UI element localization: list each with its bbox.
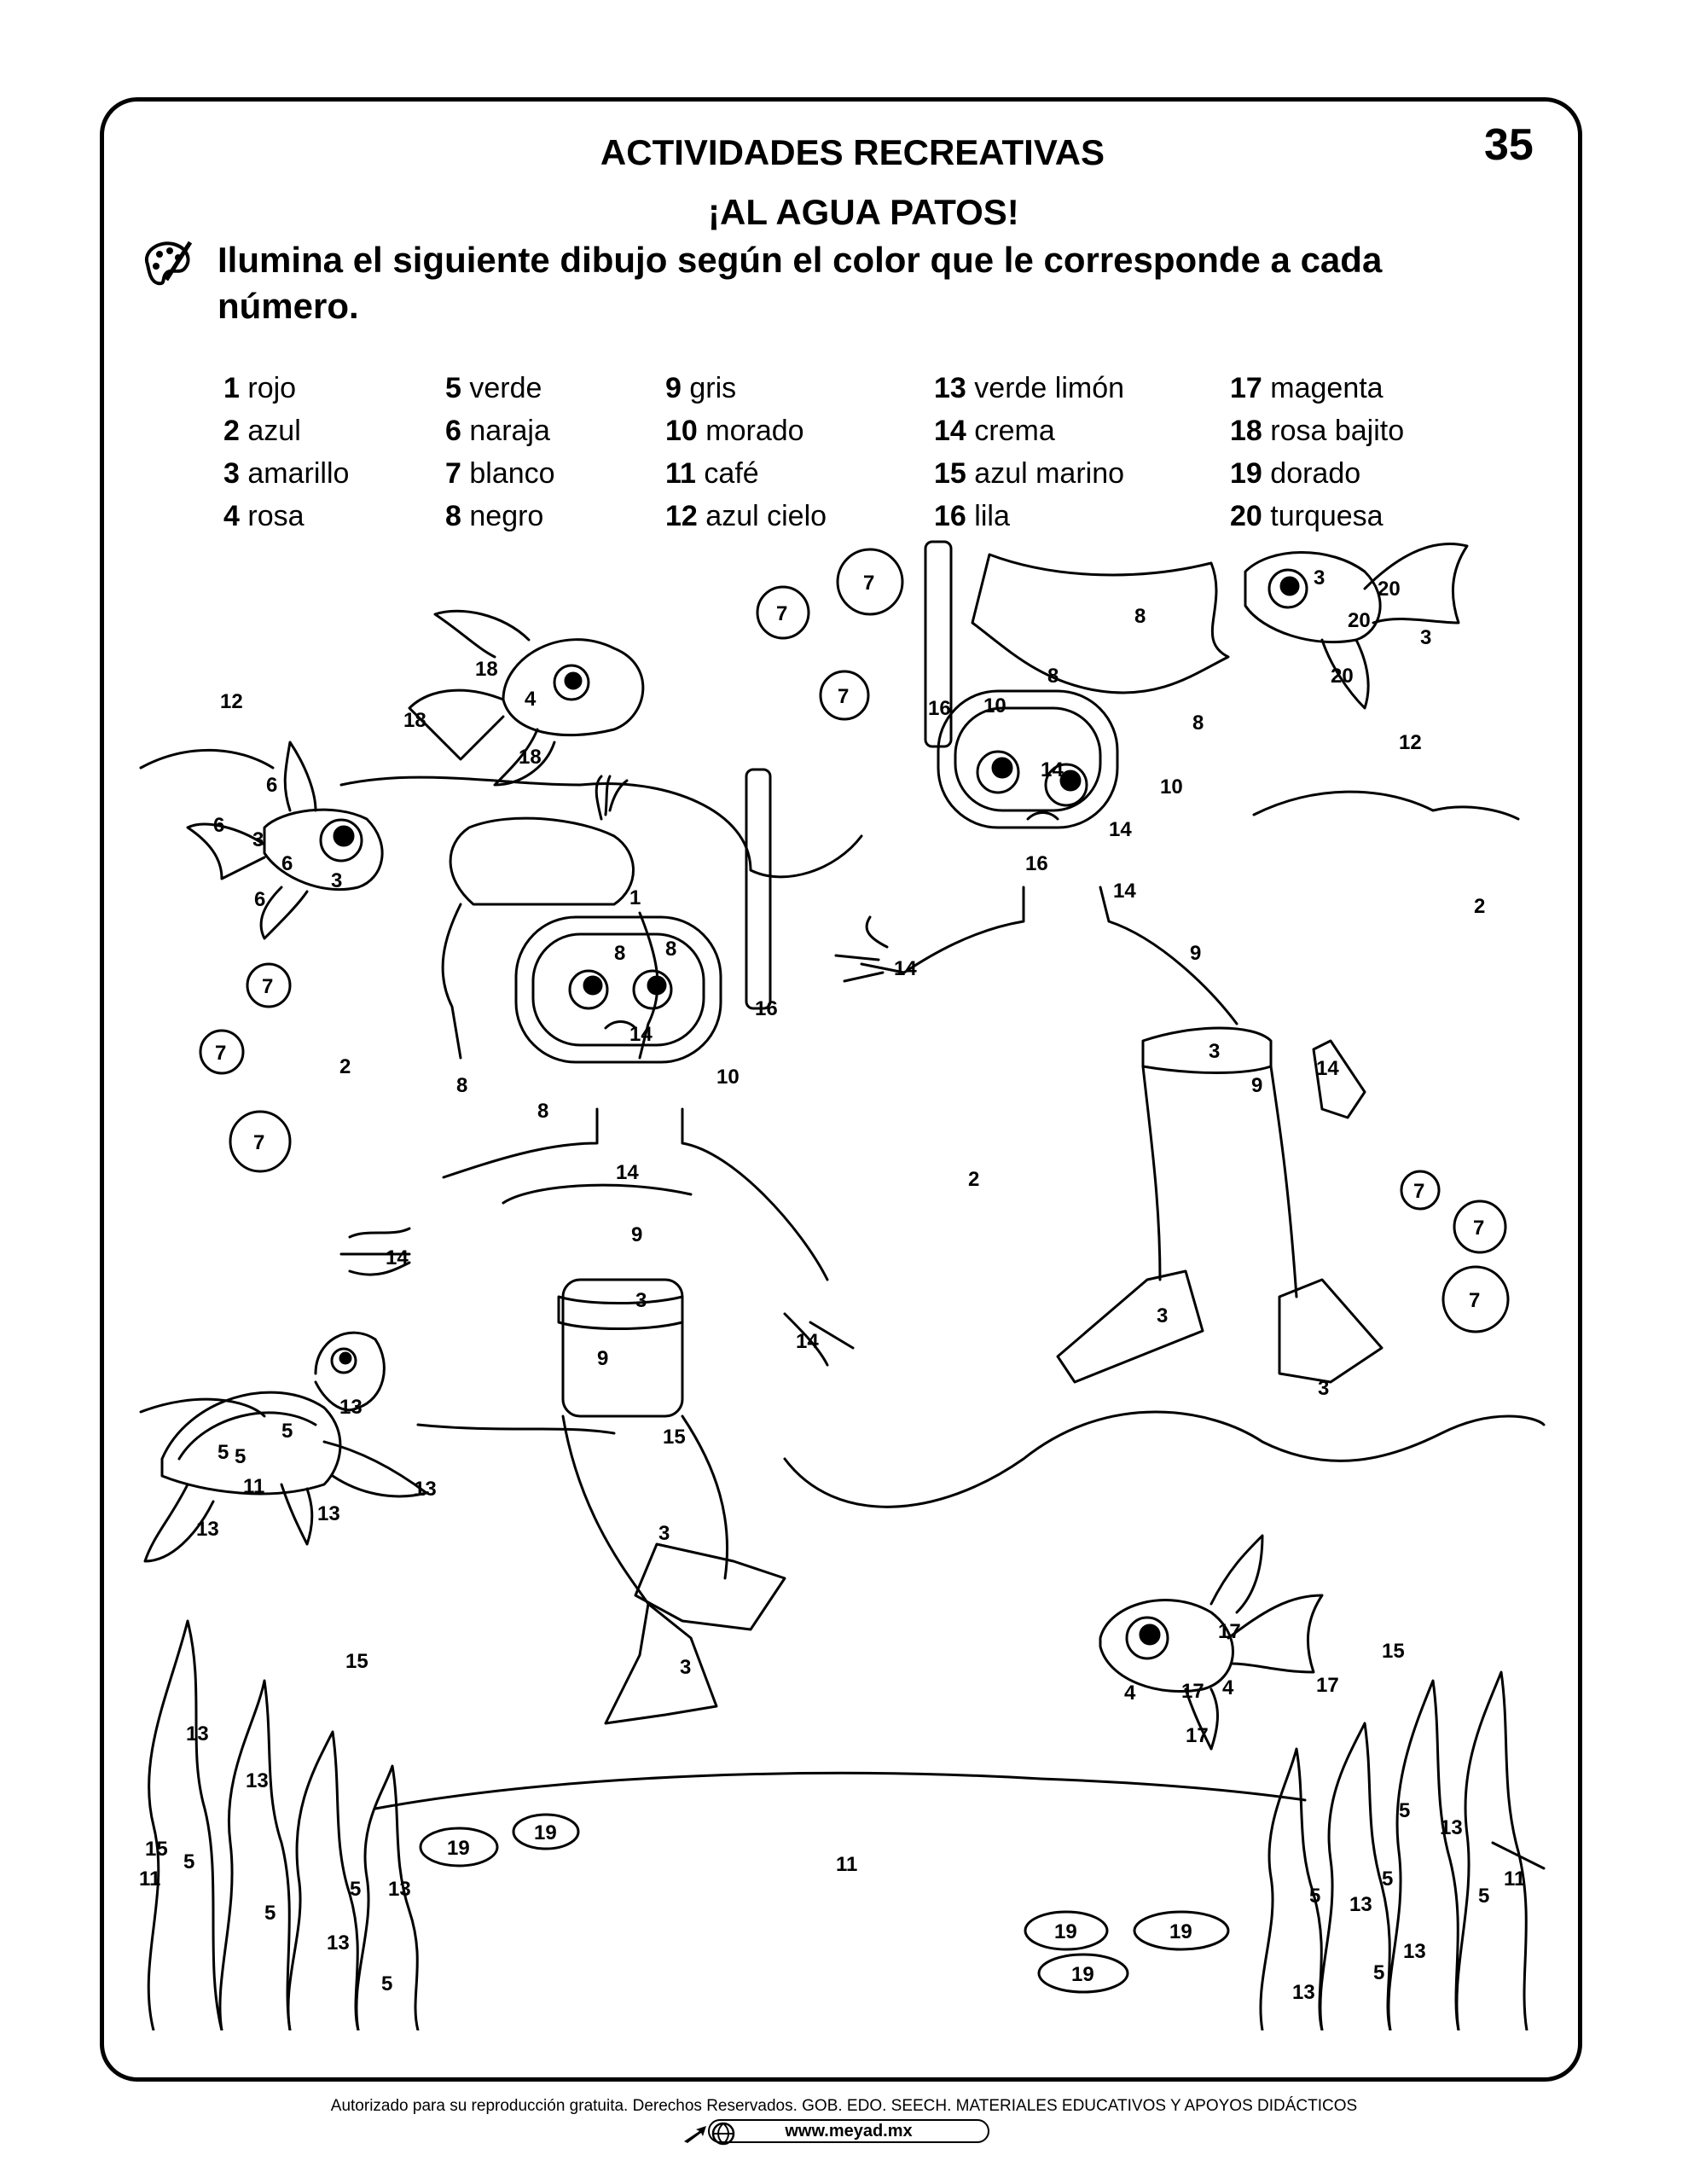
label-fish-orange: 6 <box>281 852 293 875</box>
coloring-drawing <box>136 529 1552 2030</box>
diver-left-fin-right <box>635 1544 785 1629</box>
label-fish-orange: 6 <box>213 814 225 837</box>
label-seaweed: 5 <box>381 1972 393 1995</box>
fish-orange <box>188 742 382 938</box>
label-fish-magenta: 4 <box>1222 1676 1234 1699</box>
label-diver-right-hand: 14 <box>894 957 917 980</box>
legend-item: 14 crema <box>934 415 1055 447</box>
label-diver-right-suit: 9 <box>1251 1074 1263 1097</box>
legend-item: 4 rosa <box>223 500 305 532</box>
website-link[interactable]: www.meyad.mx <box>708 2119 989 2143</box>
fish-magenta <box>1100 1536 1322 1749</box>
legend-item: 1 rojo <box>223 372 297 404</box>
label-bubble: 7 <box>253 1131 265 1154</box>
label-water: 2 <box>339 1055 351 1078</box>
label-turtle: 5 <box>281 1420 293 1443</box>
label-fish-pink: 18 <box>403 709 426 732</box>
label-turtle: 5 <box>235 1445 247 1468</box>
diver-right <box>836 542 1382 1382</box>
label-seaweed: 5 <box>264 1902 276 1925</box>
label-sand: 15 <box>345 1650 368 1673</box>
label-fish-yellow: 20 <box>1378 578 1401 601</box>
label-bubble: 7 <box>1469 1289 1481 1312</box>
label-fish-orange: 3 <box>252 828 264 851</box>
label-diver-left-mask: 14 <box>616 1161 639 1184</box>
label-bubble: 7 <box>776 602 788 625</box>
diver-left-hat <box>450 818 633 904</box>
label-diver-left-hat: 1 <box>629 886 641 909</box>
label-diver-right-hair: 8 <box>1192 712 1204 735</box>
instruction-text: Ilumina el siguiente dibujo según el color que le corresponde a cada número. <box>218 240 1383 326</box>
legend-column-3 <box>665 367 827 537</box>
label-diver-right-belt: 3 <box>1209 1040 1221 1063</box>
legend-item: 16 lila <box>934 500 1010 532</box>
label-fish-yellow: 20 <box>1331 665 1354 688</box>
legend-item: 3 amarillo <box>223 457 350 490</box>
label-diver-left-knee: 15 <box>663 1426 686 1449</box>
label-diver-right-suit: 9 <box>1190 942 1202 965</box>
label-pebble: 19 <box>534 1821 557 1844</box>
label-diver-right-mask: 14 <box>1041 758 1064 781</box>
label-fish-yellow: 3 <box>1314 566 1325 590</box>
turtle <box>145 1333 426 1561</box>
label-turtle: 13 <box>196 1518 219 1541</box>
legend-item: 15 azul marino <box>934 457 1125 490</box>
label-sand: 15 <box>1382 1640 1405 1663</box>
seaweed-left <box>148 1621 418 2030</box>
label-diver-right-mask: 14 <box>1109 818 1132 841</box>
label-diver-left-fin: 3 <box>680 1656 692 1679</box>
label-seaweed: 15 <box>145 1838 168 1861</box>
label-seaweed: 5 <box>1478 1885 1490 1908</box>
label-bubble: 7 <box>838 685 850 708</box>
label-diver-left-hand: 14 <box>796 1330 819 1353</box>
legend-item: 13 verde limón <box>934 372 1125 404</box>
label-fish-magenta: 17 <box>1316 1674 1339 1697</box>
label-seaweed: 13 <box>1292 1981 1315 2004</box>
bubbles <box>200 549 1508 1332</box>
label-pebble: 19 <box>447 1837 470 1860</box>
label-seaweed: 5 <box>1309 1885 1321 1908</box>
label-seaweed: 5 <box>1399 1799 1411 1822</box>
label-seaweed: 5 <box>1382 1867 1394 1891</box>
label-diver-left-snorkel: 16 <box>755 997 778 1020</box>
label-diver-left-hair: 8 <box>456 1074 468 1097</box>
label-diver-left-hand: 14 <box>386 1246 409 1269</box>
diver-left <box>341 770 853 1723</box>
diver-right-hair <box>972 555 1228 693</box>
legend-item: 10 morado <box>665 415 804 447</box>
label-turtle: 13 <box>414 1478 437 1501</box>
label-water: 12 <box>220 690 243 713</box>
label-diver-right-mask: 14 <box>1113 880 1136 903</box>
page-number: 35 <box>1484 120 1534 170</box>
label-fish-yellow: 3 <box>1420 626 1432 649</box>
label-diver-right-hair: 8 <box>1134 605 1146 628</box>
seaweed-right <box>1261 1672 1527 2030</box>
footer-text: Autorizado para su reproducción gratuita. Derechos Reservados. GOB. EDO. SEECH. MATERIALES EDUCATIVOS Y APOYOS DIDÁCTICOS <box>330 2097 1358 2115</box>
label-seaweed: 5 <box>350 1878 362 1901</box>
label-diver-right-rim: 10 <box>983 694 1006 717</box>
label-seaweed: 11 <box>139 1867 161 1891</box>
diver-left-snorkel <box>746 770 770 1008</box>
diver-right-belt <box>1143 1028 1271 1073</box>
label-diver-left-hair: 8 <box>537 1100 549 1123</box>
diver-left-mask <box>516 917 721 1062</box>
label-diver-left-suit: 9 <box>631 1223 643 1246</box>
label-fish-orange: 6 <box>266 774 278 797</box>
label-fish-pink: 18 <box>519 746 542 769</box>
legend-item: 20 turquesa <box>1230 500 1383 532</box>
page-title-text: ACTIVIDADES RECREATIVAS <box>600 132 1105 172</box>
diver-right-mask <box>938 691 1117 828</box>
label-bubble: 7 <box>1413 1180 1425 1203</box>
label-seaweed: 11 <box>1504 1867 1526 1891</box>
legend-item: 18 rosa bajito <box>1230 415 1405 447</box>
label-seaweed: 5 <box>1373 1961 1385 1984</box>
label-diver-right-hand: 14 <box>1316 1057 1339 1080</box>
label-bubble: 7 <box>863 572 875 595</box>
legend-column-5 <box>1230 367 1404 537</box>
water-line-top <box>141 750 1518 877</box>
label-fish-magenta: 4 <box>1124 1682 1136 1705</box>
legend-item: 6 naraja <box>445 415 550 447</box>
legend-column-2 <box>445 367 555 537</box>
legend-column-4 <box>934 367 1124 537</box>
label-diver-right-fin: 3 <box>1157 1304 1169 1327</box>
palette-icon <box>141 239 194 287</box>
label-seaweed: 13 <box>327 1931 350 1955</box>
label-water: 12 <box>1399 731 1422 754</box>
label-fish-magenta: 17 <box>1186 1724 1209 1747</box>
label-seaweed: 13 <box>186 1722 209 1745</box>
label-diver-left-fin: 3 <box>658 1522 670 1545</box>
label-pebble: 19 <box>1054 1920 1077 1943</box>
legend-item: 8 negro <box>445 500 544 532</box>
legend-column-1 <box>223 367 349 537</box>
legend-item: 9 gris <box>665 372 737 404</box>
label-turtle: 13 <box>339 1396 363 1419</box>
drawing-labels <box>139 566 1525 2004</box>
legend-item: 11 café <box>665 457 759 490</box>
label-diver-right-hair: 8 <box>1047 665 1059 688</box>
label-fish-magenta: 17 <box>1181 1680 1204 1703</box>
diver-right-fin-right <box>1279 1280 1382 1382</box>
label-fish-yellow: 20 <box>1348 609 1371 632</box>
label-diver-left-hair: 8 <box>614 942 626 965</box>
legend-item: 5 verde <box>445 372 542 404</box>
legend-item: 12 azul cielo <box>665 500 827 532</box>
label-turtle: 5 <box>218 1441 229 1464</box>
label-fish-pink: 18 <box>475 658 498 681</box>
label-bubble: 7 <box>215 1042 227 1065</box>
label-diver-right-rim: 10 <box>1160 775 1183 799</box>
page-title <box>0 132 1688 173</box>
label-seaweed: 13 <box>1440 1816 1463 1839</box>
diver-left-fin-left <box>606 1604 716 1723</box>
label-fish-magenta: 17 <box>1218 1620 1241 1643</box>
diver-right-fin-left <box>1058 1271 1203 1382</box>
label-diver-left-rim: 10 <box>716 1066 740 1089</box>
label-diver-right-snorkel: 16 <box>1025 852 1048 875</box>
label-seaweed: 5 <box>183 1850 195 1873</box>
label-bubble: 7 <box>1473 1217 1485 1240</box>
label-fish-pink: 4 <box>525 688 537 711</box>
label-diver-left-suit: 9 <box>597 1347 609 1370</box>
label-fish-orange: 6 <box>254 888 266 911</box>
label-seaweed: 13 <box>1403 1940 1426 1963</box>
label-diver-right-fin: 3 <box>1318 1377 1330 1400</box>
legend-item: 2 azul <box>223 415 301 447</box>
diver-left-belt <box>559 1297 682 1329</box>
label-pebble: 19 <box>1071 1963 1094 1986</box>
label-seaweed: 13 <box>246 1769 269 1792</box>
legend-item: 17 magenta <box>1230 372 1383 404</box>
label-pebble: 19 <box>1169 1920 1192 1943</box>
legend-item: 7 blanco <box>445 457 555 490</box>
label-water: 2 <box>968 1168 980 1191</box>
label-seaweed: 13 <box>388 1878 411 1901</box>
label-turtle: 13 <box>317 1502 340 1525</box>
label-diver-left-hair: 8 <box>665 938 677 961</box>
label-diver-left-belt: 3 <box>635 1289 647 1312</box>
label-water: 2 <box>1474 895 1486 918</box>
label-sand: 11 <box>836 1853 858 1876</box>
label-turtle: 11 <box>243 1475 265 1498</box>
label-bubble: 7 <box>262 975 274 998</box>
label-diver-right-snorkel: 16 <box>928 697 951 720</box>
label-fish-orange: 3 <box>331 869 343 892</box>
legend-item: 19 dorado <box>1230 457 1361 490</box>
label-diver-left-mask: 14 <box>629 1023 653 1046</box>
label-seaweed: 13 <box>1349 1893 1372 1916</box>
page-subtitle: ¡AL AGUA PATOS! <box>708 192 1019 232</box>
